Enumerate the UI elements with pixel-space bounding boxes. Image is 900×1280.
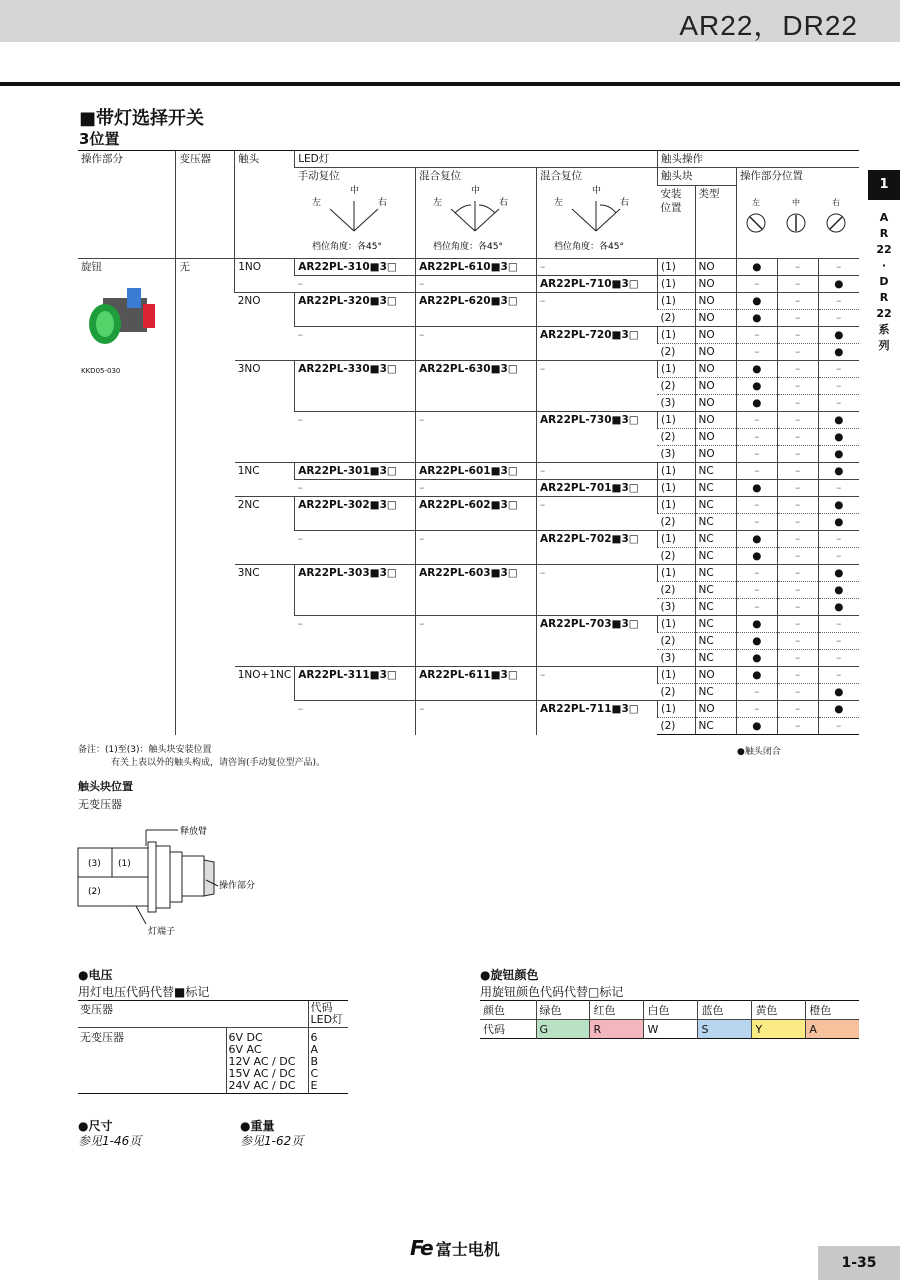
table-cell: NC — [695, 480, 736, 497]
table-cell: – — [818, 650, 859, 667]
table-cell: – — [295, 327, 416, 361]
angle-diagram-mixed-2 — [540, 183, 652, 253]
brand-logo: Fe 富士电机 — [410, 1236, 500, 1260]
table-cell: ● — [818, 429, 859, 446]
table-cell: – — [777, 650, 818, 667]
table-cell: NC — [695, 633, 736, 650]
contact-3no: 3NO — [235, 361, 295, 463]
table-cell: ● — [736, 616, 777, 633]
table-cell: – — [777, 684, 818, 701]
th-contact: 触头 — [235, 151, 295, 259]
product-image — [81, 280, 171, 360]
angle-diagram-mixed-1 — [419, 183, 531, 253]
table-cell: NO — [695, 667, 736, 684]
table-cell: – — [777, 548, 818, 565]
color-swatch: A — [806, 1020, 859, 1039]
svg-text:档位角度：各45°: 档位角度：各45° — [554, 242, 624, 252]
color-swatch: Y — [752, 1020, 806, 1039]
color-swatch: R — [590, 1020, 644, 1039]
contact-3nc: 3NC — [235, 565, 295, 667]
table-cell: – — [777, 446, 818, 463]
table-cell: ● — [736, 293, 777, 310]
table-cell: – — [777, 276, 818, 293]
table-cell: ● — [818, 701, 859, 718]
contact-1no1nc: 1NO+1NC — [235, 667, 295, 735]
table-cell: – — [416, 531, 537, 565]
table-cell: – — [818, 633, 859, 650]
table-row: AR22PL-310■3□ — [295, 259, 416, 276]
table-cell: – — [537, 565, 658, 616]
table-cell: AR22PL-620■3□ — [416, 293, 537, 327]
table-note: 备注：(1)至(3)：触头块安装位置 有关上表以外的触头构成，请咨询(手动复位型产品)。 — [78, 745, 326, 768]
voltage-title: ●电压 — [78, 968, 113, 982]
table-cell: – — [777, 616, 818, 633]
table-cell: ● — [736, 650, 777, 667]
contact-1nc: 1NC — [235, 463, 295, 497]
table-cell: ● — [818, 446, 859, 463]
table-cell: – — [537, 463, 658, 480]
table-cell: – — [777, 599, 818, 616]
table-cell: – — [777, 582, 818, 599]
svg-text:右: 右 — [499, 198, 509, 208]
table-cell: ● — [736, 531, 777, 548]
table-cell: (2) — [657, 310, 695, 327]
table-cell: NC — [695, 531, 736, 548]
table-cell: ● — [818, 599, 859, 616]
th-mixed-1: 混合复位 中 左 右 档位角度：各45° — [416, 168, 537, 259]
table-cell: AR22PL-320■3□ — [295, 293, 416, 327]
table-cell: ● — [736, 378, 777, 395]
table-cell: – — [416, 276, 537, 293]
table-cell: – — [777, 361, 818, 378]
th-operation: 操作部分 — [78, 151, 176, 259]
svg-text:(3): (3) — [88, 859, 101, 869]
header-rule — [0, 82, 900, 86]
table-cell: (2) — [657, 582, 695, 599]
table-cell: ● — [736, 718, 777, 735]
table-cell: – — [818, 667, 859, 684]
weight-ref[interactable]: 参见1-62页 — [240, 1134, 304, 1148]
table-cell: AR22PL-311■3□ — [295, 667, 416, 701]
label-operation: 操作部分 — [219, 881, 256, 891]
table-cell: ● — [818, 565, 859, 582]
angle-text: 档位角度：各45° — [311, 242, 382, 252]
table-cell: (1) — [657, 276, 695, 293]
table-cell: – — [777, 480, 818, 497]
table-cell: – — [777, 378, 818, 395]
table-cell: – — [736, 684, 777, 701]
table-cell: – — [777, 293, 818, 310]
table-cell: – — [736, 514, 777, 531]
table-cell: (3) — [657, 599, 695, 616]
table-cell: – — [777, 429, 818, 446]
table-cell: – — [736, 412, 777, 429]
table-cell: NO — [695, 361, 736, 378]
chapter-tab: 1 — [868, 170, 900, 200]
table-cell: ● — [818, 327, 859, 344]
table-cell: ● — [736, 395, 777, 412]
table-cell: (3) — [657, 650, 695, 667]
table-cell: AR22PL-603■3□ — [416, 565, 537, 616]
section-subtitle: 3位置 — [79, 130, 120, 148]
section-title: ■带灯选择开关 — [79, 108, 205, 129]
table-cell: (2) — [657, 548, 695, 565]
table-cell: – — [736, 565, 777, 582]
table-cell: (3) — [657, 446, 695, 463]
table-cell: – — [295, 701, 416, 735]
table-cell: – — [818, 259, 859, 276]
table-cell: NC — [695, 718, 736, 735]
table-cell: AR22PL-710■3□ — [537, 276, 658, 293]
table-cell: – — [537, 293, 658, 327]
svg-text:中: 中 — [791, 198, 800, 207]
knob-color-subtitle: 用旋钮颜色代码代替□标记 — [480, 985, 624, 999]
table-cell: – — [537, 667, 658, 701]
table-cell: – — [818, 548, 859, 565]
table-cell: NO — [695, 446, 736, 463]
position-diagram — [740, 183, 856, 243]
table-cell: NO — [695, 395, 736, 412]
table-cell: – — [295, 531, 416, 565]
table-cell: NC — [695, 548, 736, 565]
contact-1no: 1NO — [235, 259, 295, 293]
table-cell: – — [777, 667, 818, 684]
contact-2no: 2NO — [235, 293, 295, 361]
table-cell: AR22PL-302■3□ — [295, 497, 416, 531]
svg-text:右: 右 — [620, 198, 630, 208]
table-cell: (1) — [657, 463, 695, 480]
table-cell: AR22PL-703■3□ — [537, 616, 658, 667]
table-cell: ● — [736, 548, 777, 565]
image-code: KKD05-030 — [81, 367, 121, 375]
table-cell: ● — [736, 361, 777, 378]
table-cell: NO — [695, 259, 736, 276]
table-cell: – — [416, 616, 537, 667]
table-cell: – — [295, 412, 416, 463]
table-cell: – — [777, 395, 818, 412]
table-cell: NO — [695, 378, 736, 395]
dimensions-ref[interactable]: 参见1-46页 — [78, 1134, 142, 1148]
table-cell: (1) — [657, 327, 695, 344]
table-cell: ● — [736, 480, 777, 497]
table-cell: – — [777, 701, 818, 718]
table-cell: ● — [818, 582, 859, 599]
table-cell: NO — [695, 412, 736, 429]
table-cell: (1) — [657, 616, 695, 633]
table-cell: NC — [695, 497, 736, 514]
table-cell: – — [818, 718, 859, 735]
table-cell: – — [777, 344, 818, 361]
table-cell: – — [818, 531, 859, 548]
knob-color-table: 颜色 绿色 红色 白色 蓝色 黄色 橙色 代码 G R W S Y A — [480, 1000, 859, 1039]
voltage-table: 变压器 代码 LED灯 无变压器 6V DC 6V AC 12V AC / DC 15V AC / DC 24V AC / DC 6 A B C E — [78, 1000, 348, 1094]
table-cell: – — [736, 276, 777, 293]
angle-right: 右 — [377, 198, 387, 208]
table-cell: ● — [818, 463, 859, 480]
table-cell: NC — [695, 599, 736, 616]
table-cell: – — [416, 412, 537, 463]
table-cell: (2) — [657, 633, 695, 650]
table-cell: – — [818, 480, 859, 497]
table-cell: – — [736, 429, 777, 446]
th-block: 触头块 — [657, 168, 736, 186]
table-cell: – — [537, 361, 658, 412]
table-cell: – — [777, 633, 818, 650]
th-transformer: 变压器 — [176, 151, 235, 259]
table-cell: NC — [695, 650, 736, 667]
table-cell: (2) — [657, 684, 695, 701]
contact-2nc: 2NC — [235, 497, 295, 565]
page-number: 1-35 — [818, 1246, 900, 1280]
svg-text:左: 左 — [554, 198, 564, 208]
table-cell: – — [777, 514, 818, 531]
table-cell: NO — [695, 310, 736, 327]
table-cell: – — [736, 446, 777, 463]
transformer-cell: 无 — [176, 259, 235, 735]
table-cell: ● — [818, 684, 859, 701]
svg-text:(1): (1) — [118, 859, 131, 869]
table-cell: (1) — [657, 531, 695, 548]
table-cell: ● — [818, 412, 859, 429]
chapter-label: A R 22 · D R 22 系 列 — [876, 211, 892, 352]
color-swatch: W — [644, 1020, 698, 1039]
table-cell: (2) — [657, 718, 695, 735]
table-cell: (2) — [657, 514, 695, 531]
table-cell: – — [736, 327, 777, 344]
table-cell: (3) — [657, 395, 695, 412]
svg-text:左: 左 — [751, 198, 760, 207]
table-cell: – — [416, 327, 537, 361]
th-type: 类型 — [695, 186, 736, 259]
table-cell: – — [818, 378, 859, 395]
table-cell: AR22PL-702■3□ — [537, 531, 658, 565]
table-cell: NO — [695, 344, 736, 361]
table-cell: NC — [695, 582, 736, 599]
table-cell: AR22PL-701■3□ — [537, 480, 658, 497]
contact-block-diagram — [76, 820, 306, 940]
op-cell: 旋钮 KKD05-030 — [78, 259, 176, 735]
table-cell: (2) — [657, 429, 695, 446]
contact-pos-subtitle: 无变压器 — [78, 798, 122, 811]
fuji-logo-icon: Fe — [410, 1236, 432, 1260]
dimensions-title: ●尺寸 — [78, 1119, 113, 1133]
svg-text:档位角度：各45°: 档位角度：各45° — [433, 242, 504, 252]
table-cell: – — [777, 463, 818, 480]
th-mixed-2: 混合复位 中 左 右 档位角度：各45° — [537, 168, 658, 259]
table-cell: – — [777, 310, 818, 327]
th-contact-op: 触头操作 — [657, 151, 859, 168]
table-cell: – — [295, 276, 416, 293]
table-cell: – — [818, 361, 859, 378]
table-cell: (1) — [657, 480, 695, 497]
table-cell: ● — [818, 276, 859, 293]
table-cell: – — [736, 599, 777, 616]
table-cell: (1) — [657, 565, 695, 582]
table-cell: – — [818, 310, 859, 327]
table-cell: AR22PL-602■3□ — [416, 497, 537, 531]
table-cell: AR22PL-610■3□ — [416, 259, 537, 276]
table-cell: ● — [818, 497, 859, 514]
table-cell: NC — [695, 616, 736, 633]
th-position: 操作部分位置 左 中 右 — [736, 168, 859, 259]
table-cell: NO — [695, 276, 736, 293]
th-led: LED灯 — [295, 151, 658, 168]
knob-color-title: ●旋钮颜色 — [480, 968, 539, 982]
table-cell: ● — [818, 514, 859, 531]
table-cell: AR22PL-303■3□ — [295, 565, 416, 616]
table-cell: – — [777, 327, 818, 344]
th-manual: 手动复位 中 左 右 档位角度：各45° — [295, 168, 416, 259]
table-cell: – — [736, 463, 777, 480]
svg-text:(2): (2) — [88, 887, 101, 897]
contact-pos-title: 触头块位置 — [78, 780, 133, 793]
table-cell: AR22PL-330■3□ — [295, 361, 416, 412]
voltage-subtitle: 用灯电压代码代替■标记 — [78, 985, 210, 999]
table-cell: AR22PL-630■3□ — [416, 361, 537, 412]
table-cell: (2) — [657, 378, 695, 395]
svg-text:中: 中 — [471, 186, 481, 196]
table-cell: NO — [695, 701, 736, 718]
table-cell: (1) — [657, 361, 695, 378]
header-bar — [0, 0, 900, 42]
table-cell: ● — [736, 667, 777, 684]
color-swatch: S — [698, 1020, 752, 1039]
table-cell: – — [777, 259, 818, 276]
table-cell: – — [736, 497, 777, 514]
table-cell: (1) — [657, 259, 695, 276]
table-cell: – — [818, 616, 859, 633]
table-cell: – — [818, 395, 859, 412]
table-cell: NO — [695, 293, 736, 310]
label-release-arm: 释放臂 — [180, 827, 208, 837]
table-cell: NC — [695, 463, 736, 480]
table-cell: AR22PL-301■3□ — [295, 463, 416, 480]
table-cell: (1) — [657, 497, 695, 514]
header-title: AR22，DR22 — [679, 10, 858, 41]
table-cell: – — [818, 293, 859, 310]
table-cell: – — [295, 616, 416, 667]
table-cell: ● — [736, 310, 777, 327]
svg-text:中: 中 — [592, 186, 602, 196]
svg-text:右: 右 — [831, 198, 840, 207]
table-cell: AR22PL-601■3□ — [416, 463, 537, 480]
table-cell: NC — [695, 514, 736, 531]
product-table — [78, 150, 859, 735]
weight-title: ●重量 — [240, 1119, 275, 1133]
svg-text:左: 左 — [433, 198, 443, 208]
table-cell: ● — [736, 259, 777, 276]
table-cell: AR22PL-730■3□ — [537, 412, 658, 463]
table-cell: (1) — [657, 293, 695, 310]
table-cell: AR22PL-720■3□ — [537, 327, 658, 361]
table-cell: (1) — [657, 701, 695, 718]
table-cell: ● — [736, 633, 777, 650]
table-cell: NO — [695, 327, 736, 344]
th-install: 安装位置 — [657, 186, 695, 259]
label-lamp-terminal: 灯端子 — [148, 927, 176, 937]
table-cell: ● — [818, 344, 859, 361]
table-cell: – — [736, 582, 777, 599]
color-swatch: G — [536, 1020, 590, 1039]
angle-diagram-manual — [298, 183, 410, 253]
table-cell: – — [537, 259, 658, 276]
table-cell: – — [777, 412, 818, 429]
table-legend: ●触头闭合 — [737, 747, 781, 757]
table-cell: (1) — [657, 667, 695, 684]
table-cell: – — [416, 701, 537, 735]
table-cell: – — [777, 565, 818, 582]
table-cell: – — [777, 497, 818, 514]
table-cell: NO — [695, 429, 736, 446]
table-cell: – — [777, 531, 818, 548]
table-cell: – — [736, 701, 777, 718]
table-cell: – — [295, 480, 416, 497]
table-cell: (1) — [657, 412, 695, 429]
table-cell: – — [416, 480, 537, 497]
table-cell: – — [537, 497, 658, 531]
table-cell: NC — [695, 565, 736, 582]
table-cell: (2) — [657, 344, 695, 361]
angle-left: 左 — [311, 198, 321, 208]
angle-mid: 中 — [349, 186, 359, 196]
table-cell: AR22PL-711■3□ — [537, 701, 658, 735]
table-cell: AR22PL-611■3□ — [416, 667, 537, 701]
table-cell: – — [777, 718, 818, 735]
table-cell: – — [736, 344, 777, 361]
table-cell: NC — [695, 684, 736, 701]
